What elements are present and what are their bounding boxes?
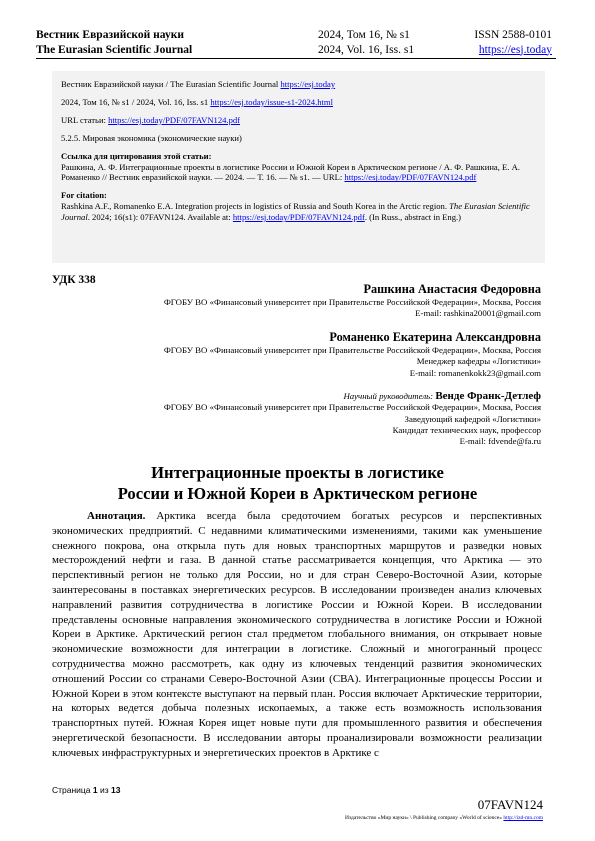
journal-name <box>36 28 192 57</box>
abstract-label: Аннотация. <box>87 510 146 522</box>
abstract-paragraph <box>52 509 542 761</box>
publisher-line: Издательство «Мир науки» \ Publishing company «World of science» http://izd-mn.com <box>345 815 543 821</box>
author-2-email: E-mail: romanenkokk23@gmail.com <box>409 367 541 378</box>
total-pages: 13 <box>111 785 121 795</box>
journal-name-en: The Eurasian Scientific Journal <box>36 43 193 56</box>
journal-name-ru: Вестник Евразийской науки <box>36 29 184 41</box>
supervisor-email: E-mail: fdvende@fa.ru <box>459 436 541 447</box>
issue-info <box>318 28 414 57</box>
en-citation-heading: For citation: <box>61 190 107 201</box>
article-title-line-2: России и Южной Кореи в Арктическом регионе <box>117 483 478 503</box>
journal-site-link[interactable]: https://esj.today <box>478 43 552 56</box>
article-title-line-1: Интеграционные проекты в логистике <box>151 463 444 482</box>
issue-info-ru: 2024, Том 16, № s1 <box>318 29 410 41</box>
author-1-name: Рашкина Анастасия Федоровна <box>363 282 541 296</box>
journal-header <box>36 28 556 59</box>
en-citation-text: Rashkina A.F., Romanenko E.A. Integration projects in logistics of Russia and South Korea in the Arctic region. The Eurasian Scientific Journal. 2024; 16(s1): 07FAVN124. Available at: https://esj.today/PDF/07FAVN124.pdf. (In Russ., abstract in Eng.) <box>61 201 530 223</box>
author-2-name: Романенко Екатерина Александровна <box>329 330 541 344</box>
author-2-affiliation: ФГОБУ ВО «Финансовый университет при Правительстве Российской Федерации», Москва, Россия <box>163 345 541 355</box>
issn-block <box>474 28 552 57</box>
udk-code: УДК 338 <box>52 274 96 286</box>
author-2-position: Менеджер кафедры «Логистики» <box>416 356 541 367</box>
supervisor-degree: Кандидат технических наук, профессор <box>392 424 541 435</box>
ru-citation-text: Рашкина, А. Ф. Интеграционные проекты в логистике России и Южной Кореи в Арктическом регионе / А. Ф. Рашкина, Е. А. Романенко // Вестник евразийской науки. — 2024. — Т. 16. — № s1. — URL: https://esj.today/PDF/07FAVN124.pdf <box>61 161 520 183</box>
supervisor-label: Научный руководитель: <box>343 391 436 401</box>
author-2-block <box>164 330 541 379</box>
citebox-journal-link[interactable]: https://esj.today <box>280 79 336 89</box>
citebox-issue-link[interactable]: https://esj.today/issue-s1-2024.html <box>210 96 334 107</box>
ru-citation-heading: Ссылка для цитирования этой статьи: <box>61 150 212 161</box>
abstract-text: Арктика всегда была средоточием богатых ресурсов и перспективных экономических предприятий. С недавними климатическими изменениями, такими как уменьшение снежного покрова, она открыла путь для новых транспортных маршрутов и разведки новых месторождений нефти и газа. В данной статье рассматривается концепция, что Арктика — это перспективный регион не только для России, но и для стран Северо-Восточной Азии, которые заинтересованы в поставках энергетических ресурсов. В исследовании произведен анализ ключевых направлений развития сотрудничества в логистике России и Южной Кореи. В исследовании представлены основные направления экономического сотрудничества в логистике России и Южной Кореи в Арктике. Арктический регион стал предметом глобального внимания, он открывает новые экономические возможности для интеграции в логистике. Сложный и многогранный процесс сотрудничества можно рассмотреть, как одну из ключевых тенденций развития экономических отношений России со странами Северо-Восточной Азии (СВА). Интеграционные процессы России и Южной Кореи в этом контексте выступают на первый план. Россия включает Арктические территории, на которых ведется добыча полезных ископаемых, а также есть возможность использования транспортных путей. Южная Корея ищет новые пути для промышленного развития и обеспечения энергетической безопасности. В исследовании авторы проанализировали возможности реализации ключевых инфраструктурных и энергетических проектов в Арктике с <box>52 510 542 759</box>
author-1-block <box>164 282 541 320</box>
supervisor-affiliation: ФГОБУ ВО «Финансовый университет при Правительстве Российской Федерации», Москва, Россия <box>163 402 541 413</box>
ru-citation-link[interactable]: https://esj.today/PDF/07FAVN124.pdf <box>344 172 477 183</box>
publisher-link[interactable]: http://izd-mn.com <box>503 815 543 821</box>
citebox-rubric: 5.2.5. Мировая экономика (экономические науки) <box>61 132 242 143</box>
citebox-issue-line: 2024, Том 16, № s1 / 2024, Vol. 16, Iss. s1 https://esj.today/issue-s1-2024.html <box>61 96 334 107</box>
author-1-affiliation: ФГОБУ ВО «Финансовый университет при Правительстве Российской Федерации», Москва, Россия <box>163 297 541 307</box>
current-page: 1 <box>92 785 98 795</box>
citation-box <box>52 71 545 263</box>
article-code: 07FAVN124 <box>477 797 543 812</box>
citebox-article-link[interactable]: https://esj.today/PDF/07FAVN124.pdf <box>108 114 241 125</box>
supervisor-block <box>164 391 541 447</box>
supervisor-name: Венде Франк-Детлеф <box>435 390 541 402</box>
issn-number: ISSN 2588-0101 <box>474 29 552 41</box>
citebox-journal-line: Вестник Евразийской науки / The Eurasian Scientific Journal https://esj.today <box>61 79 336 89</box>
supervisor-position: Заведующий кафедрой «Логистики» <box>404 413 541 424</box>
citebox-url-line: URL статьи: https://esj.today/PDF/07FAVN124.pdf <box>61 114 241 125</box>
issue-info-en: 2024, Vol. 16, Iss. s1 <box>318 43 415 56</box>
supervisor-line <box>164 391 541 402</box>
page-counter: Страница 1 из 13 <box>52 785 121 795</box>
author-1-email: E-mail: rashkina20001@gmail.com <box>415 308 541 319</box>
article-title <box>40 463 555 504</box>
en-citation-link[interactable]: https://esj.today/PDF/07FAVN124.pdf <box>232 212 365 223</box>
